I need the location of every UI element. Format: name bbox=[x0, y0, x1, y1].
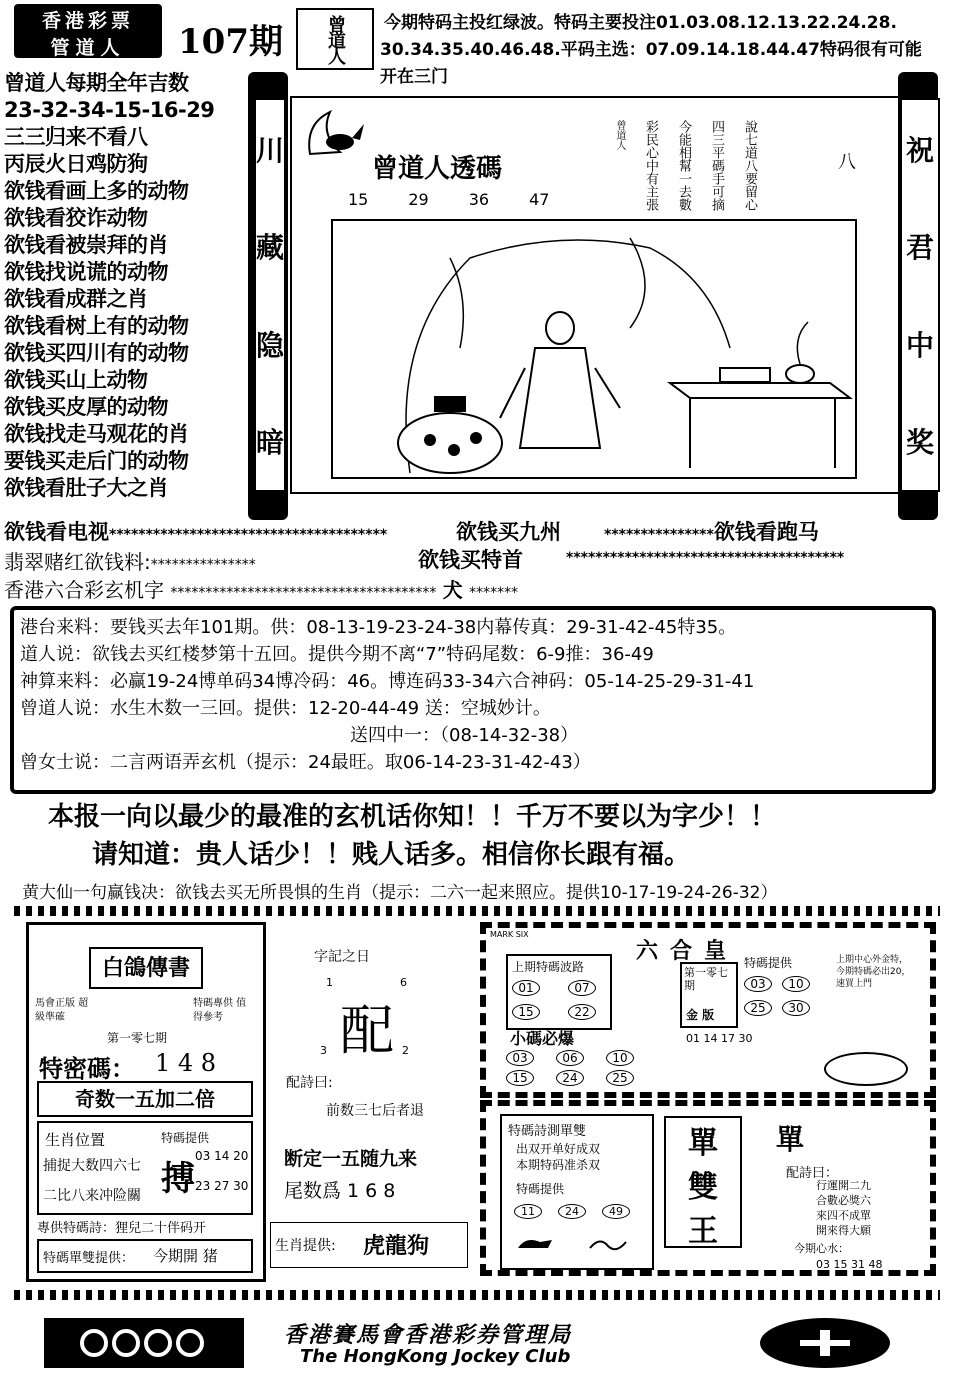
wave-num: 01 bbox=[512, 980, 540, 996]
zi-n6: 6 bbox=[400, 976, 407, 989]
riddle-6: 欲钱看被崇拜的肖 bbox=[4, 233, 168, 257]
xiao-num: 15 bbox=[506, 1070, 534, 1086]
ds-tm-num: 11 bbox=[514, 1204, 542, 1219]
bo-nums2: 23 27 30 bbox=[195, 1179, 249, 1193]
poem-mark: 八 bbox=[838, 152, 856, 173]
scroll-right-char-1: 君 bbox=[905, 231, 934, 265]
tema-riddle: 奇数一五加二倍 bbox=[37, 1081, 253, 1117]
poem-col: 曾道人 bbox=[614, 120, 625, 150]
stars: *************** bbox=[604, 527, 714, 543]
mid-line-3 bbox=[4, 574, 518, 603]
chief-riddle: 欲钱买特首 bbox=[418, 548, 523, 572]
riddle-3: 丙辰火日鸡防狗 bbox=[4, 152, 148, 176]
jiuzhou-riddle: 欲钱买九州 bbox=[456, 520, 561, 544]
riddle-2: 三三归来不看八 bbox=[4, 125, 148, 149]
zg-line: 專供特碼詩：狸兒二十伴码开 bbox=[37, 1221, 207, 1236]
issue-box bbox=[680, 962, 738, 1028]
riddle-12: 欲钱买皮厚的动物 bbox=[4, 395, 168, 419]
ds-poem-4: 開來得大願 bbox=[816, 1224, 871, 1237]
wave-box bbox=[506, 954, 612, 1030]
emblem: 曾道人 bbox=[296, 8, 374, 70]
slogan-line1: 本报一向以最少的最准的玄机话你知！！千万不要以为字少！！ bbox=[48, 802, 777, 832]
scroll-title: 曾道人透碼 bbox=[372, 154, 503, 184]
scroll-numbers bbox=[348, 190, 549, 209]
ds-value: 今期開 猪 bbox=[153, 1247, 218, 1265]
ds-right-big: 單 bbox=[776, 1123, 805, 1156]
dao-oval-icon bbox=[824, 1052, 908, 1086]
danshuang-box bbox=[37, 1239, 253, 1273]
ds-poem-1: 行運開二九 bbox=[816, 1179, 871, 1192]
issue-number: 107期 bbox=[178, 22, 283, 62]
rooster-moon-icon bbox=[300, 104, 370, 160]
ds-poem-box bbox=[500, 1114, 654, 1270]
riddle-13: 欲钱找走马观花的肖 bbox=[4, 422, 189, 446]
shengxiao-box bbox=[37, 1121, 253, 1215]
divider-stars-bottom bbox=[14, 1290, 940, 1300]
tm-num: 30 bbox=[782, 1000, 810, 1016]
zi-n1: 1 bbox=[326, 976, 333, 989]
ds-tm-label: 特碼提供 bbox=[516, 1182, 565, 1196]
xiao-num: 10 bbox=[606, 1050, 634, 1066]
scroll-right-char-3: 奖 bbox=[905, 426, 934, 460]
ds-big3: 王 bbox=[688, 1214, 718, 1249]
snake-icon bbox=[588, 1234, 628, 1254]
liuhe-title: 六合皇 bbox=[636, 938, 739, 964]
tm-box bbox=[740, 954, 824, 1026]
footer-en: The HongKong Jockey Club bbox=[300, 1346, 571, 1367]
zi-poem-label: 配詩曰: bbox=[286, 1075, 333, 1091]
sx-line2: 捕捉大数四六七 bbox=[43, 1158, 141, 1174]
ds-poem-3: 來四不成單 bbox=[816, 1209, 871, 1222]
pigeon-title: 白鴿傳書 bbox=[89, 947, 203, 989]
ds-big2: 雙 bbox=[688, 1170, 718, 1205]
tm-label-r: 特碼提供 bbox=[744, 956, 793, 970]
wave-num: 22 bbox=[568, 1004, 596, 1020]
scroll-right-char-2: 中 bbox=[905, 328, 934, 362]
xiao-num: 03 bbox=[506, 1050, 534, 1066]
ds-line2: 本期特码准杀双 bbox=[516, 1158, 601, 1172]
emblem-icon bbox=[780, 1328, 870, 1358]
ds-tm-num: 24 bbox=[558, 1204, 586, 1219]
riddle-4: 欲钱看画上多的动物 bbox=[4, 179, 189, 203]
liuhe-side: 上期中心外金特，今期特碼必出20，速買上門 bbox=[836, 955, 911, 989]
ds-heart: 今期心水： bbox=[794, 1242, 849, 1255]
info-box bbox=[10, 606, 936, 794]
panel-danshuang bbox=[480, 1100, 936, 1276]
tip-line1: 今期特码主投红绿波。特码主要投注01.03.08.12.13.22.24.28. bbox=[384, 13, 897, 33]
zi-sx-value: 虎龍狗 bbox=[363, 1233, 430, 1259]
scroll-right-char-0: 祝 bbox=[905, 133, 934, 167]
dd-line: 断定一五随九来 bbox=[284, 1148, 418, 1170]
ds-big1: 單 bbox=[688, 1126, 718, 1161]
poem-col: 四三平碼手可摘 bbox=[709, 120, 724, 211]
scroll-left-panel bbox=[254, 98, 286, 492]
ds-king-box bbox=[664, 1116, 742, 1248]
info-line-4: 送四中一：（08-14-32-38） bbox=[350, 725, 579, 746]
xiao-num: 06 bbox=[556, 1050, 584, 1066]
stars-2: ************************************** bbox=[566, 550, 845, 566]
ds-line1: 出双开单好成双 bbox=[516, 1142, 601, 1156]
huang-tip: 黄大仙一句赢钱决：欲钱去买无所畏惧的生肖（提示：二六一起来照应。提供10-17-19-24-26-32） bbox=[22, 883, 778, 903]
mid-line-1 bbox=[4, 516, 387, 546]
info-line-5: 曾女士说：二言两语弄玄机（提示：24最旺。取06-14-23-31-42-43） bbox=[20, 752, 591, 773]
scroll-number: 15 bbox=[348, 190, 369, 209]
issue-label: 第一零七期 bbox=[684, 966, 728, 992]
riddle-1: 23-32-34-15-16-29 bbox=[4, 98, 215, 122]
stars: ************************************** bbox=[170, 585, 437, 601]
zi-head: 字記之日 bbox=[314, 949, 370, 965]
ds-nums: 03 15 31 48 bbox=[816, 1258, 883, 1271]
scroll-left-char-1: 藏 bbox=[256, 231, 285, 265]
logo-badge bbox=[14, 4, 162, 58]
xiao-nums bbox=[506, 1050, 656, 1086]
gold-label: 金 版 bbox=[686, 1008, 715, 1022]
ds-poem-label: 配詩曰： bbox=[786, 1166, 839, 1181]
info-line-3: 曾道人说：水生木数一三回。提供：12-20-44-49 送：空城妙计。 bbox=[20, 698, 551, 719]
scroll-body bbox=[290, 96, 900, 494]
hkjc-logo-right bbox=[760, 1318, 890, 1368]
scroll-left-char-3: 暗 bbox=[256, 426, 285, 460]
ds-tm-num: 49 bbox=[602, 1204, 630, 1219]
sx-line3: 二比八来冲险關 bbox=[43, 1188, 141, 1204]
stars: ************************************** bbox=[109, 527, 388, 543]
slogan-line2: 请知道：贵人话少！！贱人话多。相信你长跟有福。 bbox=[92, 840, 691, 870]
riddle-11: 欲钱买山上动物 bbox=[4, 368, 148, 392]
riddle-9: 欲钱看树上有的动物 bbox=[4, 314, 189, 338]
header-tip bbox=[380, 10, 922, 91]
wave-label: 上期特碼波路 bbox=[512, 960, 585, 974]
tm-num: 25 bbox=[744, 1000, 772, 1016]
left-riddles bbox=[4, 70, 214, 502]
scroll-number: 36 bbox=[468, 190, 490, 209]
knot-icon bbox=[64, 1325, 224, 1361]
xiao-num: 25 bbox=[606, 1070, 634, 1086]
xiao-label: 小碼必爆 bbox=[510, 1029, 575, 1048]
poem-col: 今能相幫一去數 bbox=[676, 120, 691, 211]
info-line-0: 港台来料：要钱买去年101期。供：08-13-19-23-24-38内幕传真：29-31-42-45特35。 bbox=[20, 617, 737, 638]
mid-line-1c bbox=[604, 516, 819, 546]
scroll-number: 47 bbox=[529, 190, 550, 209]
race-riddle: 欲钱看跑马 bbox=[713, 520, 819, 544]
riddle-15: 欲钱看肚子大之肖 bbox=[4, 476, 168, 500]
tema-label: 特密碼： bbox=[39, 1054, 135, 1083]
pigeon-side-r: 特碼專供 值得參考 bbox=[193, 998, 247, 1023]
sx-label: 生肖位置 bbox=[45, 1131, 106, 1149]
nums-line: 01 14 17 30 bbox=[686, 1032, 753, 1045]
riddle-5: 欲钱看狡诈动物 bbox=[4, 206, 148, 230]
pigeon-side-l: 馬會正版 超級準確 bbox=[35, 998, 89, 1023]
info-line-1: 道人说：欲钱去买红楼梦第十五回。提供今期不离“7”特码尾数：6-9推：36-49 bbox=[20, 644, 654, 665]
ds-label: 特碼單雙提供： bbox=[43, 1251, 135, 1266]
scroll-left-char-2: 隐 bbox=[256, 328, 285, 362]
riddle-0: 曾道人每期全年吉数 bbox=[4, 71, 189, 95]
logo-line1: 香港彩票 bbox=[41, 10, 134, 32]
poem-col: 彩民心中有主張 bbox=[643, 120, 658, 211]
panel-zi bbox=[270, 922, 470, 1276]
tm-num: 10 bbox=[782, 976, 810, 992]
scroll-right-panel bbox=[900, 98, 940, 492]
tip-line2: 30.34.35.40.46.48.平码主选：07.09.14.18.44.47特码很有可能 bbox=[380, 40, 922, 60]
jade-riddle: 翡翠赌红欲钱料: bbox=[4, 550, 151, 574]
tema-value: 1 4 8 bbox=[155, 1049, 217, 1077]
wave-num: 07 bbox=[568, 980, 596, 996]
scroll-number: 29 bbox=[408, 190, 429, 209]
wave-num: 15 bbox=[512, 1004, 540, 1020]
tail-line: 尾数爲 1 6 8 bbox=[284, 1180, 396, 1202]
poem-col: 說七道八要留心 bbox=[742, 120, 757, 211]
pigeon-issue: 第一零七期 bbox=[107, 1031, 168, 1045]
tip-line3: 开在三门 bbox=[380, 67, 448, 87]
footer-cn: 香港賽馬會香港彩券管理局 bbox=[284, 1322, 573, 1348]
panel-liuhe bbox=[480, 922, 936, 1098]
riddle-7: 欲钱找说谎的动物 bbox=[4, 260, 168, 284]
zi-sx-label: 生肖提供: bbox=[275, 1238, 336, 1254]
sage-illustration bbox=[330, 218, 858, 480]
dog-hint: 犬 bbox=[442, 578, 463, 602]
riddle-10: 欲钱买四川有的动物 bbox=[4, 341, 189, 365]
panel-pigeon bbox=[26, 922, 266, 1282]
tm-num: 03 bbox=[744, 976, 772, 992]
info-line-2: 神算来料：必赢19-24博单码34博冷码：46。博连码33-34六合神码：05-14-25-29-31-41 bbox=[20, 671, 755, 692]
stars: ******* bbox=[469, 585, 519, 601]
mid-line-2 bbox=[4, 546, 256, 575]
zi-n3: 3 bbox=[320, 1044, 327, 1057]
logo-line2: 管道人 bbox=[50, 37, 126, 59]
zi-n2: 2 bbox=[402, 1044, 409, 1057]
riddle-8: 欲钱看成群之肖 bbox=[4, 287, 148, 311]
tm-label: 特碼提供 bbox=[161, 1131, 210, 1145]
scroll-left-char-0: 川 bbox=[256, 133, 285, 167]
ds-poem-2: 合數必獎六 bbox=[816, 1194, 871, 1207]
zi-sx-box bbox=[270, 1222, 468, 1268]
hk-riddle: 香港六合彩玄机字 bbox=[4, 578, 164, 602]
bo-nums1: 03 14 20 bbox=[195, 1149, 249, 1163]
tv-riddle: 欲钱看电视 bbox=[4, 520, 109, 544]
xiao-num: 24 bbox=[556, 1070, 584, 1086]
ds-title: 特碼詩測單雙 bbox=[508, 1124, 587, 1139]
scroll-poem bbox=[612, 120, 759, 211]
ds-poem bbox=[816, 1178, 871, 1238]
bo-char: 搏 bbox=[161, 1159, 195, 1199]
zi-poem: 前数三七后者退 bbox=[326, 1103, 424, 1119]
divider-stars bbox=[14, 906, 940, 916]
hkjc-logo-left bbox=[44, 1318, 244, 1368]
riddle-14: 要钱买走后门的动物 bbox=[4, 449, 189, 473]
mark-label: MARK SIX bbox=[490, 930, 529, 939]
stars: *************** bbox=[150, 557, 256, 573]
zi-big: 配 bbox=[340, 999, 394, 1062]
tiger-icon bbox=[516, 1234, 556, 1254]
